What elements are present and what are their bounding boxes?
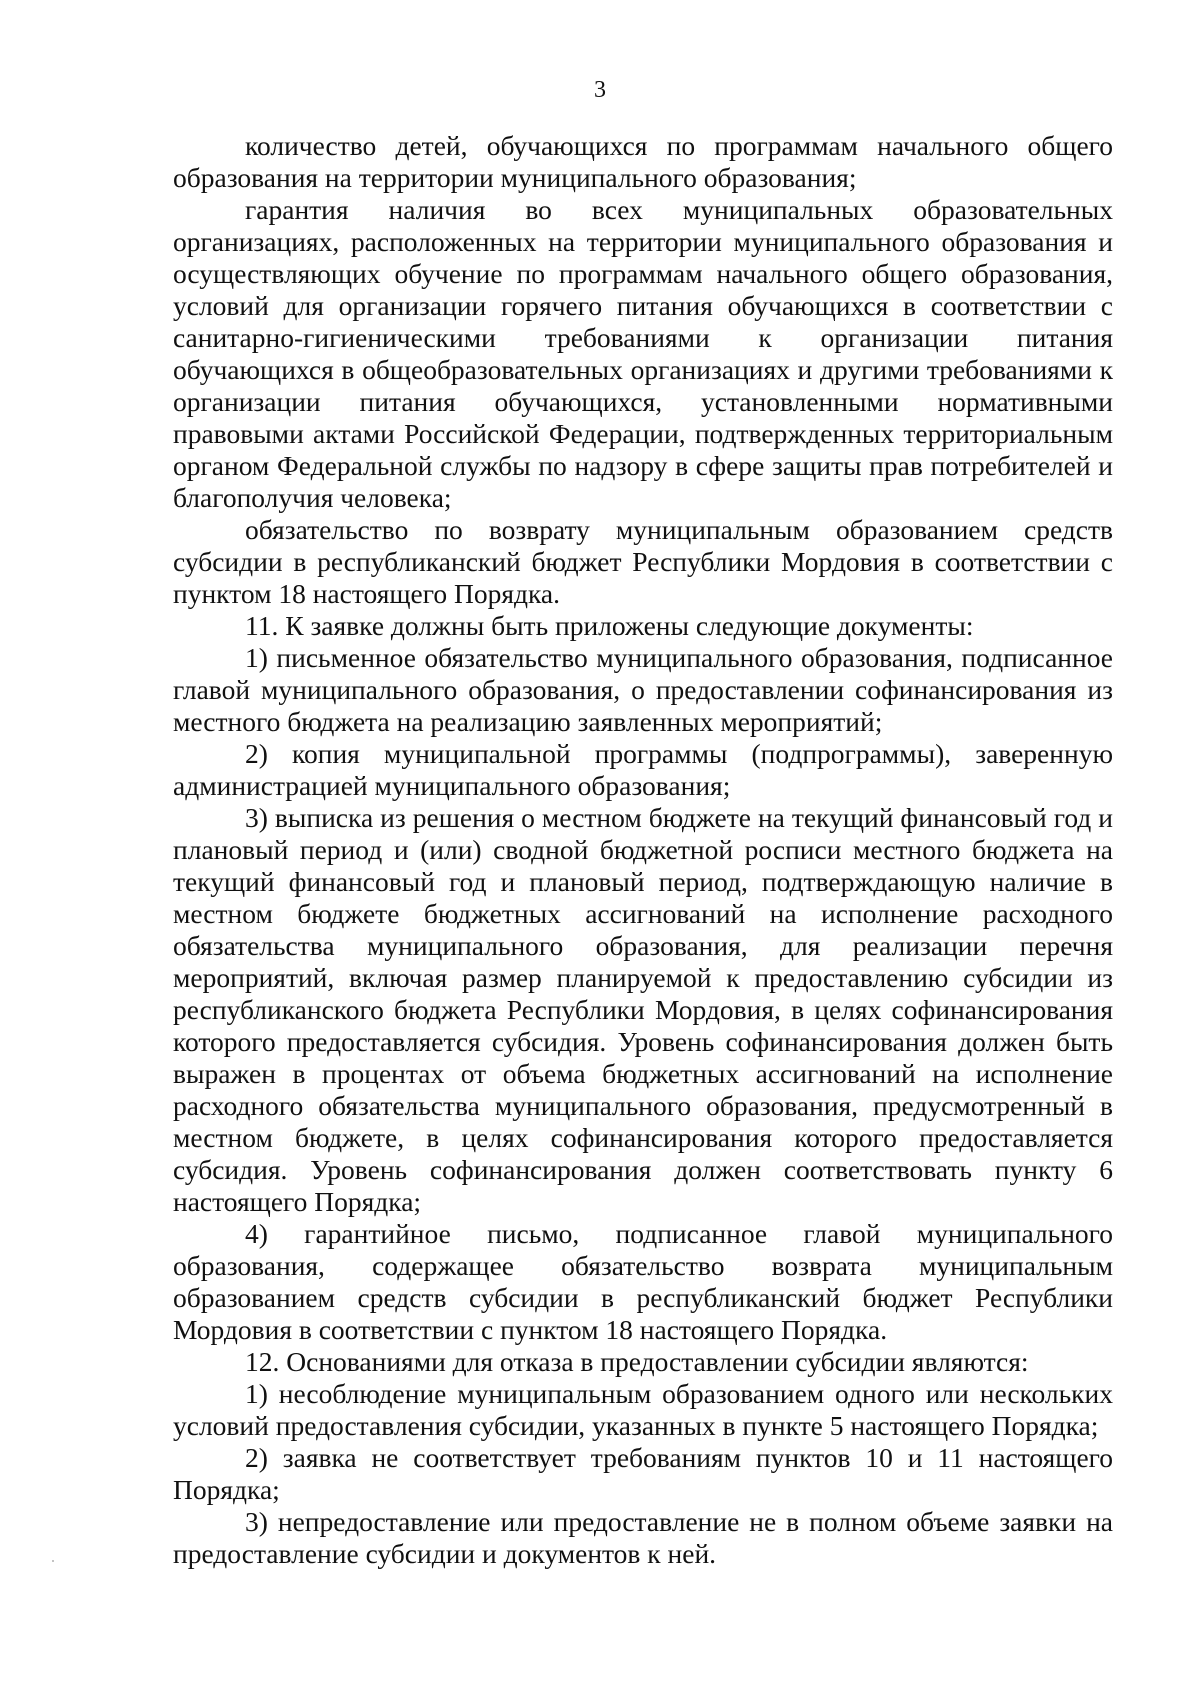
paragraph-11-item-1: 1) письменное обязательство муниципального образования, подписанное главой муниципального образования, о предоставлении софинансирования из местного бюджета на реализацию заявленных мероприятий; <box>173 642 1113 737</box>
paragraph-11-item-3: 3) выписка из решения о местном бюджете на текущий финансовый год и плановый период и (или) сводной бюджетной росписи местного бюджета на текущий финансовый год и плановый период, подтверждающую наличие в местном бюджете бюджетных ассигнований на исполнение расходного обязательства муниципального образования, для реализации перечня мероприятий, включая размер планируемой к предоставлению субсидии из республиканского бюджета Республики Мордовия, в целях софинансирования которого предоставляется субсидия. Уровень софинансирования должен быть выражен в процентах от объема бюджетных ассигнований на исполнение расходного обязательства муниципального образования, предусмотренный в местном бюджете, в целях софинансирования которого предоставляется субсидия. Уровень софинансирования должен соответствовать пункту 6 настоящего Порядка; <box>173 802 1113 1217</box>
paragraph-12-item-2: 2) заявка не соответствует требованиям пунктов 10 и 11 настоящего Порядка; <box>173 1442 1113 1505</box>
document-body <box>173 130 1113 1570</box>
paragraph-11-item-4: 4) гарантийное письмо, подписанное главой муниципального образования, содержащее обязательство возврата муниципальным образованием средств субсидии в республиканский бюджет Республики Мордовия в соответствии с пунктом 18 настоящего Порядка. <box>173 1218 1113 1345</box>
paragraph-11-item-2: 2) копия муниципальной программы (подпрограммы), заверенную администрацией муниципального образования; <box>173 738 1113 801</box>
paragraph-12-item-3: 3) непредоставление или предоставление не в полном объеме заявки на предоставление субсидии и документов к ней. <box>173 1506 1113 1569</box>
page-number: 3 <box>594 77 606 103</box>
paragraph-12-item-1: 1) несоблюдение муниципальным образованием одного или нескольких условий предоставления субсидии, указанных в пункте 5 настоящего Порядка; <box>173 1378 1113 1441</box>
paragraph-section-12-heading: 12. Основаниями для отказа в предоставлении субсидии являются: <box>245 1346 1029 1377</box>
paragraph-section-11-heading: 11. К заявке должны быть приложены следующие документы: <box>245 610 974 641</box>
paragraph-refund-obligation: обязательство по возврату муниципальным образованием средств субсидии в республиканский бюджет Республики Мордовия в соответствии с пунктом 18 настоящего Порядка. <box>173 514 1113 609</box>
scan-speck <box>52 1560 54 1562</box>
paragraph-children-count: количество детей, обучающихся по программам начального общего образования на территории муниципального образования; <box>173 130 1113 193</box>
paragraph-hot-meals-guarantee: гарантия наличия во всех муниципальных образовательных организациях, расположенных на территории муниципального образования и осуществляющих обучение по программам начального общего образования, условий для организации горячего питания обучающихся в соответствии с санитарно-гигиеническими требованиями к организации питания обучающихся в общеобразовательных организациях и другими требованиями к организации питания обучающихся, установленными нормативными правовыми актами Российской Федерации, подтвержденных территориальным органом Федеральной службы по надзору в сфере защиты прав потребителей и благополучия человека; <box>173 194 1113 513</box>
